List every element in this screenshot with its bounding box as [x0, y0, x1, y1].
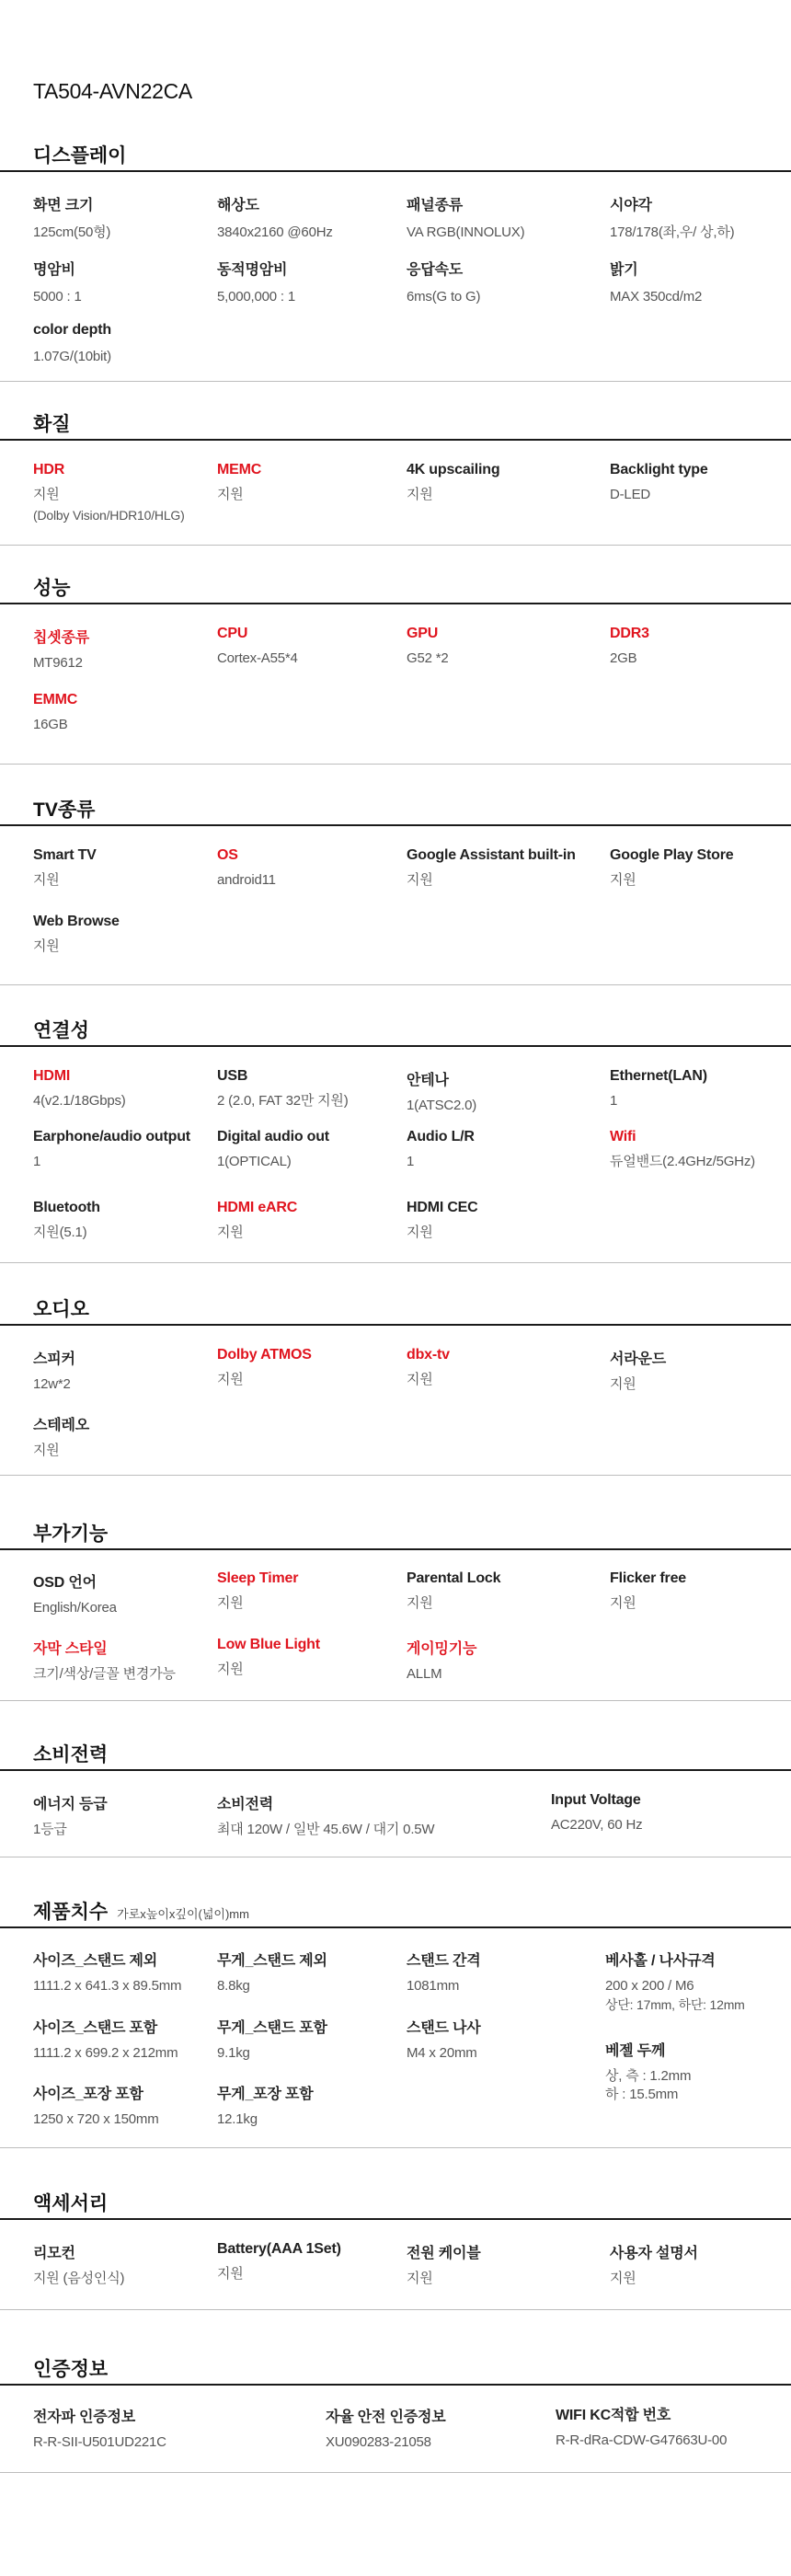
spec-item: 스탠드 간격 1081mm	[407, 1953, 481, 1994]
spec-item: 사이즈_스탠드 제외 1111.2 x 641.3 x 89.5mm	[33, 1953, 182, 1994]
spec-item: Sleep Timer 지원	[217, 1570, 299, 1611]
divider	[0, 984, 791, 985]
spec-item: Web Browse 지원	[33, 914, 120, 954]
section-title: 화질	[33, 414, 71, 435]
spec-item: 리모컨 지원 (음성인식)	[33, 2246, 125, 2286]
spec-item: HDMI CEC 지원	[407, 1200, 478, 1240]
spec-item: WIFI KC적합 번호 R-R-dRa-CDW-G47663U-00	[556, 2408, 728, 2448]
spec-item: 무게_스탠드 포함 9.1kg	[217, 2020, 327, 2061]
spec-item: HDMI eARC 지원	[217, 1200, 298, 1240]
spec-item: Backlight type D-LED	[610, 462, 708, 502]
spec-item: Wifi 듀얼밴드(2.4GHz/5GHz)	[610, 1129, 755, 1169]
spec-item: HDR 지원 (Dolby Vision/HDR10/HLG)	[33, 462, 185, 523]
spec-item: 명암비 5000 : 1	[33, 262, 82, 305]
spec-item: Earphone/audio output 1	[33, 1129, 190, 1169]
divider	[0, 2472, 791, 2473]
spec-item: Audio L/R 1	[407, 1129, 475, 1169]
spec-item: 사이즈_스탠드 포함 1111.2 x 699.2 x 212mm	[33, 2020, 178, 2061]
spec-item: 화면 크기 125cm(50형)	[33, 198, 111, 240]
spec-item: Google Play Store 지원	[610, 847, 734, 888]
spec-item: EMMC 16GB	[33, 692, 78, 732]
spec-item: 게이밍기능 ALLM	[407, 1641, 477, 1682]
spec-item: 무게_포장 포함 12.1kg	[217, 2087, 314, 2127]
spec-item: 스탠드 나사 M4 x 20mm	[407, 2020, 481, 2061]
divider	[0, 1262, 791, 1263]
section-title: 디스플레이	[33, 145, 127, 167]
spec-item: Input Voltage AC220V, 60 Hz	[551, 1792, 643, 1833]
divider	[0, 2218, 791, 2220]
section-title: TV종류	[33, 799, 96, 821]
spec-item: 서라운드 지원	[610, 1351, 667, 1392]
spec-item: dbx-tv 지원	[407, 1347, 450, 1387]
divider	[0, 2384, 791, 2386]
spec-item: USB 2 (2.0, FAT 32만 지원)	[217, 1068, 349, 1109]
spec-item: 시야각 178/178(좌,우/ 상,하)	[610, 198, 735, 240]
spec-item: Bluetooth 지원(5.1)	[33, 1200, 100, 1240]
spec-item: 에너지 등급 1등급	[33, 1797, 108, 1837]
spec-item: Parental Lock 지원	[407, 1570, 501, 1611]
spec-item: 칩셋종류 MT9612	[33, 630, 90, 671]
spec-item: Digital audio out 1(OPTICAL)	[217, 1129, 329, 1169]
spec-item: MEMC 지원	[217, 462, 262, 502]
divider	[0, 1926, 791, 1928]
divider	[0, 545, 791, 546]
divider	[0, 764, 791, 765]
spec-item: Ethernet(LAN) 1	[610, 1068, 707, 1109]
divider	[0, 381, 791, 382]
spec-item: 사이즈_포장 포함 1250 x 720 x 150mm	[33, 2087, 159, 2127]
spec-item: Smart TV 지원	[33, 847, 97, 888]
spec-item: 해상도 3840x2160 @60Hz	[217, 198, 333, 240]
section-title: 연결성	[33, 1020, 89, 1041]
spec-item: 4K upscailing 지원	[407, 462, 500, 502]
spec-item: 밝기 MAX 350cd/m2	[610, 262, 703, 305]
section-display	[0, 0, 791, 386]
section-subtitle: 가로x높이x깊이(넓이)mm	[117, 1907, 249, 1921]
divider	[0, 1475, 791, 1476]
spec-item: 안테나 1(ATSC2.0)	[407, 1073, 477, 1113]
divider	[0, 2147, 791, 2148]
spec-item: OS android11	[217, 847, 276, 888]
spec-item: HDMI 4(v2.1/18Gbps)	[33, 1068, 126, 1109]
divider	[0, 439, 791, 441]
spec-item: Low Blue Light 지원	[217, 1637, 320, 1677]
spec-item: 스피커 12w*2	[33, 1351, 75, 1392]
spec-item: 베젤 두께 상, 측 : 1.2mm 하 : 15.5mm	[605, 2043, 692, 2102]
divider	[0, 1769, 791, 1771]
spec-item: 사용자 설명서 지원	[610, 2246, 698, 2286]
divider	[0, 1548, 791, 1550]
spec-item: 응답속도 6ms(G to G)	[407, 262, 481, 305]
spec-item: 자막 스타일 크기/색상/글꼴 변경가능	[33, 1641, 176, 1682]
spec-item: 무게_스탠드 제외 8.8kg	[217, 1953, 327, 1994]
spec-item: 전자파 인증정보 R-R-SII-U501UD221C	[33, 2409, 166, 2450]
spec-item: 동적명암비 5,000,000 : 1	[217, 262, 295, 305]
divider	[0, 1700, 791, 1701]
section-title: 액세서리	[33, 2193, 109, 2214]
divider	[0, 1324, 791, 1326]
spec-item: 소비전력 최대 120W / 일반 45.6W / 대기 0.5W	[217, 1797, 435, 1837]
section-title: 오디오	[33, 1299, 89, 1320]
spec-item: CPU Cortex-A55*4	[217, 626, 298, 666]
section-title: 성능	[33, 578, 71, 599]
spec-item: Battery(AAA 1Set) 지원	[217, 2241, 341, 2282]
section-title: 소비전력	[33, 1744, 109, 1765]
divider	[0, 2309, 791, 2310]
spec-item: 스테레오 지원	[33, 1418, 90, 1458]
spec-item: color depth 1.07G/(10bit)	[33, 322, 111, 364]
spec-item: 베사홀 / 나사규격 200 x 200 / M6 상단: 17mm, 하단: 12mm	[605, 1953, 745, 2012]
spec-item: DDR3 2GB	[610, 626, 649, 666]
divider	[0, 170, 791, 172]
section-title: 인증정보	[33, 2359, 109, 2380]
spec-item: Google Assistant built-in 지원	[407, 847, 576, 888]
divider	[0, 824, 791, 826]
section-title: 부가기능	[33, 1524, 109, 1545]
model-name: TA504-AVN22CA	[33, 79, 192, 103]
spec-item: Dolby ATMOS 지원	[217, 1347, 312, 1387]
section-title: 제품치수 가로x높이x깊이(넓이)mm	[33, 1902, 249, 1923]
spec-item: OSD 언어 English/Korea	[33, 1575, 117, 1616]
divider	[0, 1045, 791, 1047]
divider	[0, 603, 791, 604]
spec-item: Flicker free 지원	[610, 1570, 686, 1611]
spec-item: 패널종류 VA RGB(INNOLUX)	[407, 198, 525, 240]
spec-item: 전원 케이블 지원	[407, 2246, 481, 2286]
spec-item: 자율 안전 인증정보 XU090283-21058	[326, 2409, 446, 2450]
spec-item: GPU G52 *2	[407, 626, 449, 666]
